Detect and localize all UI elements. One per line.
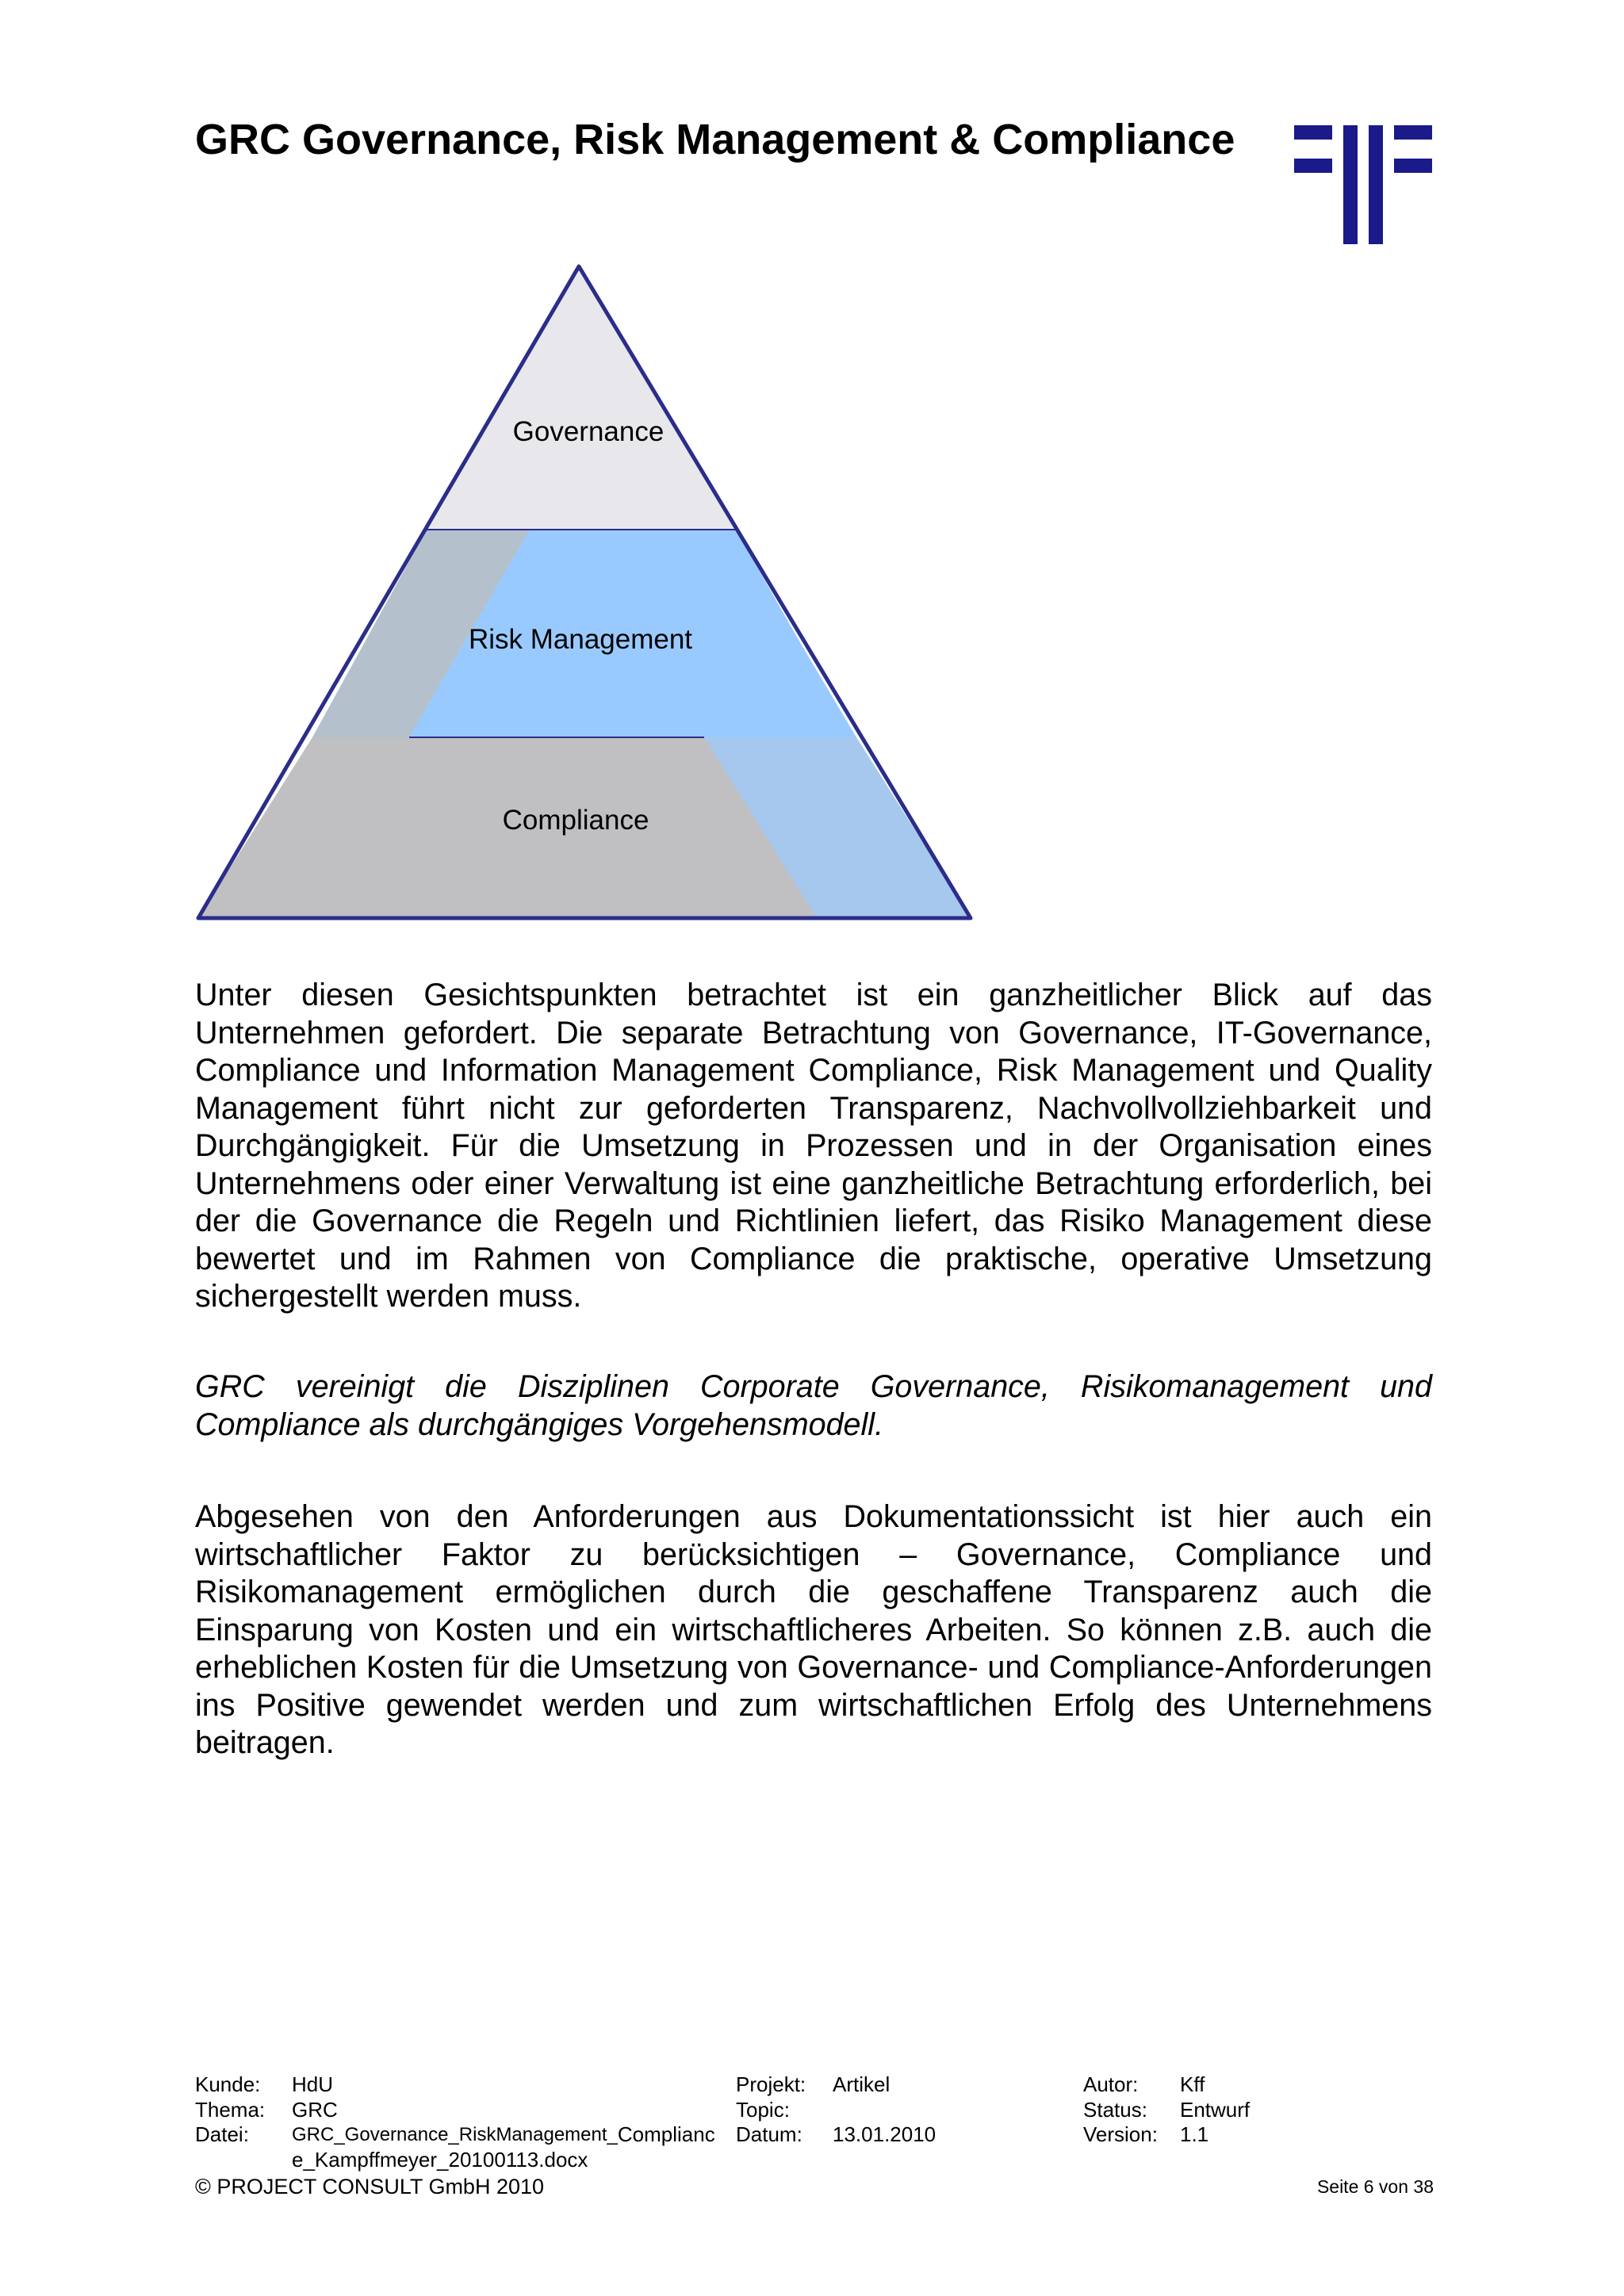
datei-value-line2: e_Kampffmeyer_20100113.docx: [292, 2147, 588, 2172]
projekt-value: Artikel: [833, 2072, 891, 2096]
status-label: Status:: [1083, 2097, 1147, 2122]
status-value: Entwurf: [1180, 2097, 1251, 2122]
version-value: 1.1: [1180, 2122, 1209, 2146]
thema-value: GRC: [292, 2097, 338, 2122]
version-label: Version:: [1083, 2122, 1158, 2146]
footer-col-kunde: [195, 2072, 715, 2172]
autor-label: Autor:: [1083, 2072, 1139, 2096]
paragraph-1: Unter diesen Gesichtspunkten betrachtet ist ein ganzheitlicher Blick auf das Unternehmen gefordert. Die separate Betrachtung von Governance, IT-Governance, Compliance und Information Management Compliance, Risk Management und Quality Management führt nicht zur geforderten Transparenz, Nachvollvollziehbarkeit und Durchgängigkeit. Für die Umsetzung in Prozessen und in der Organisation eines Unternehmens oder einer Verwaltung ist eine ganzheitliche Betrachtung erforderlich, bei der die Governance die Regeln und Richtlinien liefert, das Risiko Management diese bewertet und im Rahmen von Compliance die praktische, operative Umsetzung sichergestellt werden muss.: [195, 978, 1432, 1314]
copyright: © PROJECT CONSULT GmbH 2010: [195, 2175, 545, 2198]
footer-col-projekt: [736, 2072, 936, 2148]
projekt-label: Projekt:: [736, 2072, 806, 2096]
paragraph-3: Abgesehen von den Anforderungen aus Dokumentationssicht ist hier auch ein wirtschaftlicher Faktor zu berücksichtigen – Governance, Compliance und Risikomanagement ermöglichen durch die geschaffene Transparenz auch die Einsparung von Kosten und ein wirtschaftlicheres Arbeiten. So können z.B. auch die erheblichen Kosten für die Umsetzung von Governance- und Compliance-Anforderungen ins Positive gewendet werden und zum wirtschaftlichen Erfolg des Unternehmens beitragen.: [195, 1499, 1432, 1760]
paragraph-2-emphasis: GRC vereinigt die Disziplinen Corporate Governance, Risikomanagement und Compliance als durchgängiges Vorgehensmodell.: [195, 1369, 1432, 1442]
page-title: GRC Governance, Risk Management & Compliance: [195, 116, 1235, 163]
datum-value: 13.01.2010: [833, 2122, 936, 2146]
topic-label: Topic:: [736, 2097, 790, 2122]
page-number: Seite 6 von 38: [1316, 2176, 1434, 2197]
pyramid-level-governance: [427, 266, 736, 530]
grc-pyramid-diagram: [0, 0, 1031, 951]
datei-value-line1b: Complianc: [617, 2122, 715, 2146]
footer-col-autor: [1083, 2072, 1250, 2148]
pyramid-label-risk: Risk Management: [468, 624, 693, 655]
company-logo: [1294, 125, 1432, 244]
pyramid-label-governance: Governance: [512, 416, 665, 447]
datei-value-line1: GRC_Governance_RiskManagement_: [292, 2124, 618, 2145]
pyramid-label-compliance: Compliance: [502, 805, 649, 836]
thema-label: Thema:: [195, 2097, 266, 2122]
kunde-label: Kunde:: [195, 2072, 261, 2096]
datum-label: Datum:: [736, 2122, 802, 2146]
kunde-value: HdU: [292, 2072, 334, 2096]
autor-value: Kff: [1180, 2072, 1205, 2096]
datei-label: Datei:: [195, 2122, 249, 2146]
